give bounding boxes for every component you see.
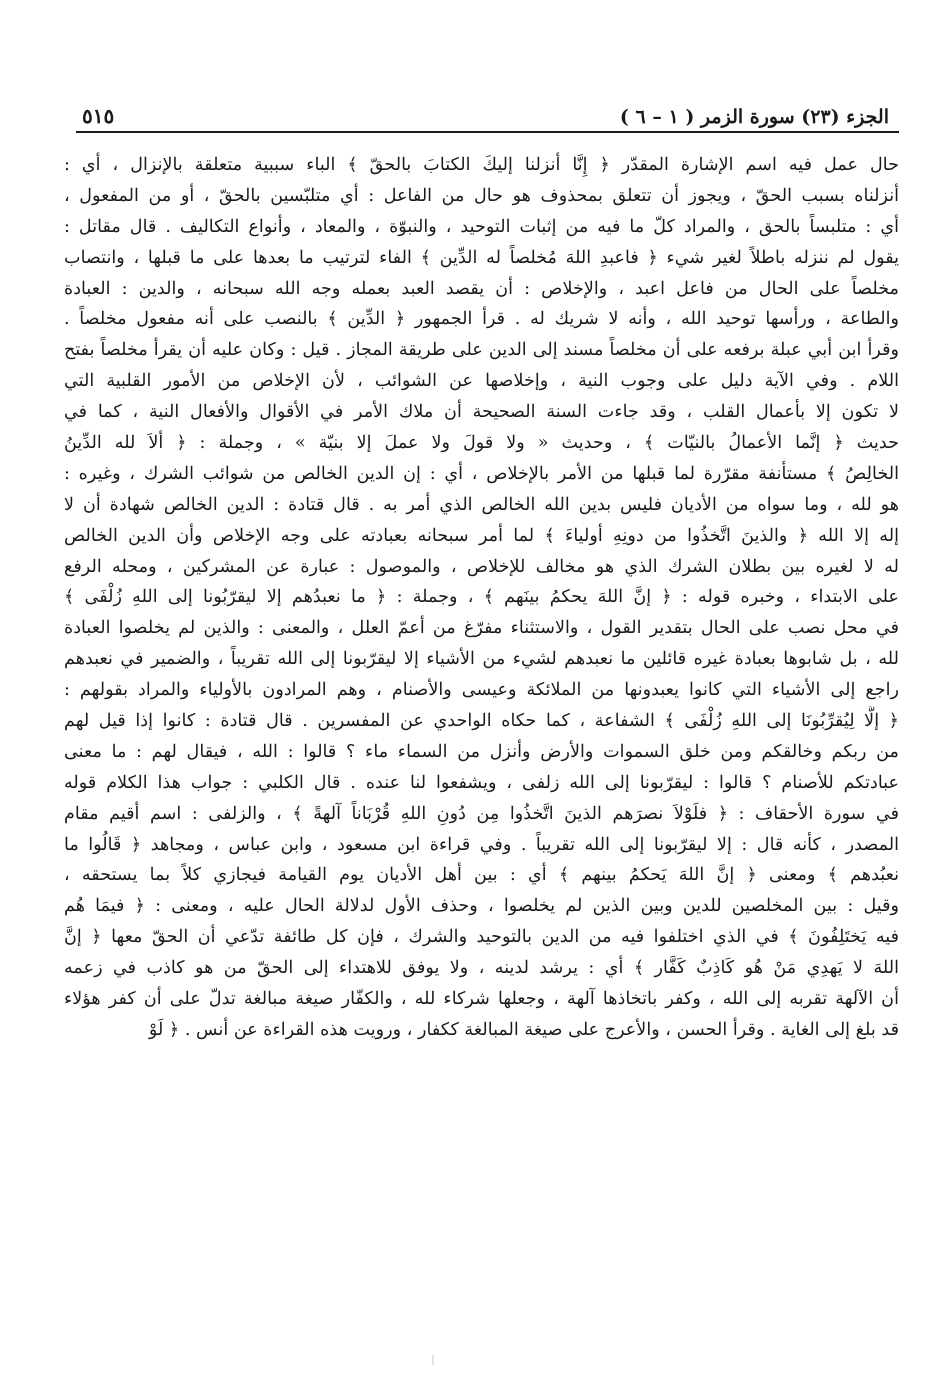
- text-line: وقيل : بين المخلصين للدين وبين الذين لم يخلصوا ، وحذف الأول لدلالة الحال عليه ، ومعنى : ﴿ فيمَا هُم: [64, 896, 899, 917]
- text-line: لا تكون إلا بأعمال القلب ، وقد جاءت السنة الصحيحة أن ملاك الأمر في الأقوال والأفعال النية ، كما في: [64, 402, 899, 423]
- text-line: حديث ﴿ إنَّما الأعمالُ بالنيّات ﴾ ، وحديث « ولا قولَ ولا عملَ إلا بنيّة » ، وجملة : ﴿ ألاَ لله الدِّينُ: [64, 433, 899, 454]
- text-line: الخالِصُ ﴾ مستأنفة مقرّرة لما قبلها من الأمر بالإخلاص ، أي : إن الدين الخالص من شوائب الشرك ، وغيره :: [64, 463, 899, 484]
- text-line: اللهَ لا يَهدِي مَنْ هُو كَاذِبٌ كَفَّار ﴾ أي : يرشد لدينه ، ولا يوفق للاهتداء إلى الحقّ من هو كاذب في زعمه: [64, 958, 899, 979]
- text-line: لله ، بل شابوها بعبادة غيره قائلين ما نعبدهم لشيء من الأشياء إلا ليقرّبونا إلى الله تقريباً ، والضمير في نعبدهم: [64, 649, 899, 670]
- text-line: فيه يَختَلِفُونَ ﴾ في الذي اختلفوا فيه من الدين بالتوحيد والشرك ، فإن كل طائفة تدّعي أن الحقّ معها ﴿ إنَّ: [64, 927, 899, 948]
- text-line: هو لله ، وما سواه من الأديان فليس بدين الله الخالص الذي أمر به . قال قتادة : الدين الخالص شهادة أن لا: [64, 494, 899, 515]
- text-line: ﴿ إلَّا لِيُقرِّبُونَا إلى اللهِ زُلْفَى ﴾ الشفاعة ، كما حكاه الواحدي عن المفسرين . قال قتادة : كانوا إذا قيل لهم: [64, 711, 899, 732]
- body-text: [64, 150, 899, 1310]
- page-header: [82, 92, 889, 128]
- text-line: من ربكم وخالقكم ومن خلق السموات والأرض وأنزل من السماء ماء ؟ قالوا : الله ، فيقال لهم : ما معنى: [64, 741, 899, 762]
- text-line: مخلصاً على الحال من فاعل اعبد ، والإخلاص : أن يقصد العبد بعمله وجه الله سبحانه ، والدين : العبادة: [64, 278, 899, 299]
- text-line: حال عمل فيه اسم الإشارة المقدّر ﴿ إِنَّا أنزلنا إليكَ الكتابَ بالحقّ ﴾ الباء سببية متعلقة بالإنزال ، أي :: [64, 155, 899, 175]
- text-line: في سورة الأحقاف : ﴿ فلَوْلاَ نصرَهم الذينَ اتَّخذُوا مِن دُونِ اللهِ قُرْبَاناً آلهةً ﴾ ، والزلفى : اسم أقيم مقام: [64, 803, 899, 824]
- running-head: الجزء (٢٣) سورة الزمر ( ١ – ٦ ): [619, 106, 889, 128]
- text-line: وقرأ ابن أبي عبلة برفعه على أن مخلصاً مسند إلى الدين على طريقة المجاز . قيل : وكان عليه أن يقرأ مخلصاً بفتح: [64, 340, 899, 361]
- header-rule: [76, 131, 899, 133]
- text-line: يقول لم ننزله باطلاً لغير شيء ﴿ فاعبدِ اللهَ مُخلصاً له الدِّين ﴾ الفاء لترتيب ما بعدها على ما قبلها ، وانتصاب: [64, 247, 899, 268]
- text-line: اللام . وفي الآية دليل على وجوب النية ، وإخلاصها عن الشوائب ، لأن الإخلاص من الأمور القلبية التي: [64, 371, 899, 392]
- text-line: أن الآلهة تقربه إلى الله ، وكفر باتخاذها آلهة ، وجعلها شركاء لله ، والكفّار صيغة مبالغة تدلّ على أن كفر هؤلاء: [64, 989, 899, 1010]
- text-line: أنزلناه بسبب الحقّ ، ويجوز أن تتعلق بمحذوف هو حال من الفاعل : أي متلبّسين بالحقّ ، أو من المفعول ،: [64, 185, 899, 206]
- text-line: إله إلا الله ﴿ والذينَ اتَّخذُوا من دونِهِ أولياءَ ﴾ لما أمر سبحانه بعبادته على وجه الإخلاص وأن الدين الخالص: [64, 525, 899, 546]
- text-line: والطاعة ، ورأسها توحيد الله ، وأنه لا شريك له . قرأ الجمهور ﴿ الدِّين ﴾ بالنصب على أنه مفعول مخلصاً .: [64, 309, 899, 330]
- text-line: أي : متلبساً بالحق ، والمراد كلّ ما فيه من إثبات التوحيد ، والنبوّة ، والمعاد ، وأنواع التكاليف . قال مقاتل :: [64, 216, 899, 237]
- text-line: له لا لغيره بين بطلان الشرك الذي هو مخالف للإخلاص ، والموصول : عبارة عن المشركين ، ومحله الرفع: [64, 556, 899, 577]
- page-edge-mark: [432, 1355, 434, 1365]
- text-line: نعبُدهم ﴾ ومعنى ﴿ إنَّ اللهَ يَحكمُ بينهم ﴾ أي : بين أهل الأديان يوم القيامة فيجازي كلاً بما يستحقه ،: [64, 865, 899, 886]
- text-line: المصدر ، كأنه قال : إلا ليقرّبونا إلى الله تقريباً . وفي قراءة ابن مسعود ، وابن عباس ، ومجاهد ﴿ قَالُوا ما: [64, 834, 899, 855]
- page-number: ٥١٥: [82, 104, 115, 128]
- text-line: قد بلغ إلى الغاية . وقرأ الحسن ، والأعرج على صيغة المبالغة ككفار ، ورويت هذه القراءة عن أنس . ﴿ لَوْ: [148, 1019, 899, 1040]
- text-line: في محل نصب على الحال بتقدير القول ، والاستثناء مفرّغ من أعمّ العلل ، والمعنى : والذين لم يخلصوا العبادة: [64, 618, 899, 639]
- text-line: على الابتداء ، وخبره قوله : ﴿ إنَّ اللهَ يحكمُ بينَهم ﴾ ، وجملة : ﴿ ما نعبدُهم إلا ليقرّبُونا إلى اللهِ زُلْفَى ﴾: [64, 587, 899, 608]
- text-line: عبادتكم للأصنام ؟ قالوا : ليقرّبونا إلى الله زلفى ، ويشفعوا لنا عنده . قال الكلبي : جواب هذا الكلام قوله: [64, 772, 899, 793]
- text-line: راجع إلى الأشياء التي كانوا يعبدونها من الملائكة وعيسى والأصنام ، وهم المرادون بالأولياء والمراد بقولهم :: [64, 680, 899, 701]
